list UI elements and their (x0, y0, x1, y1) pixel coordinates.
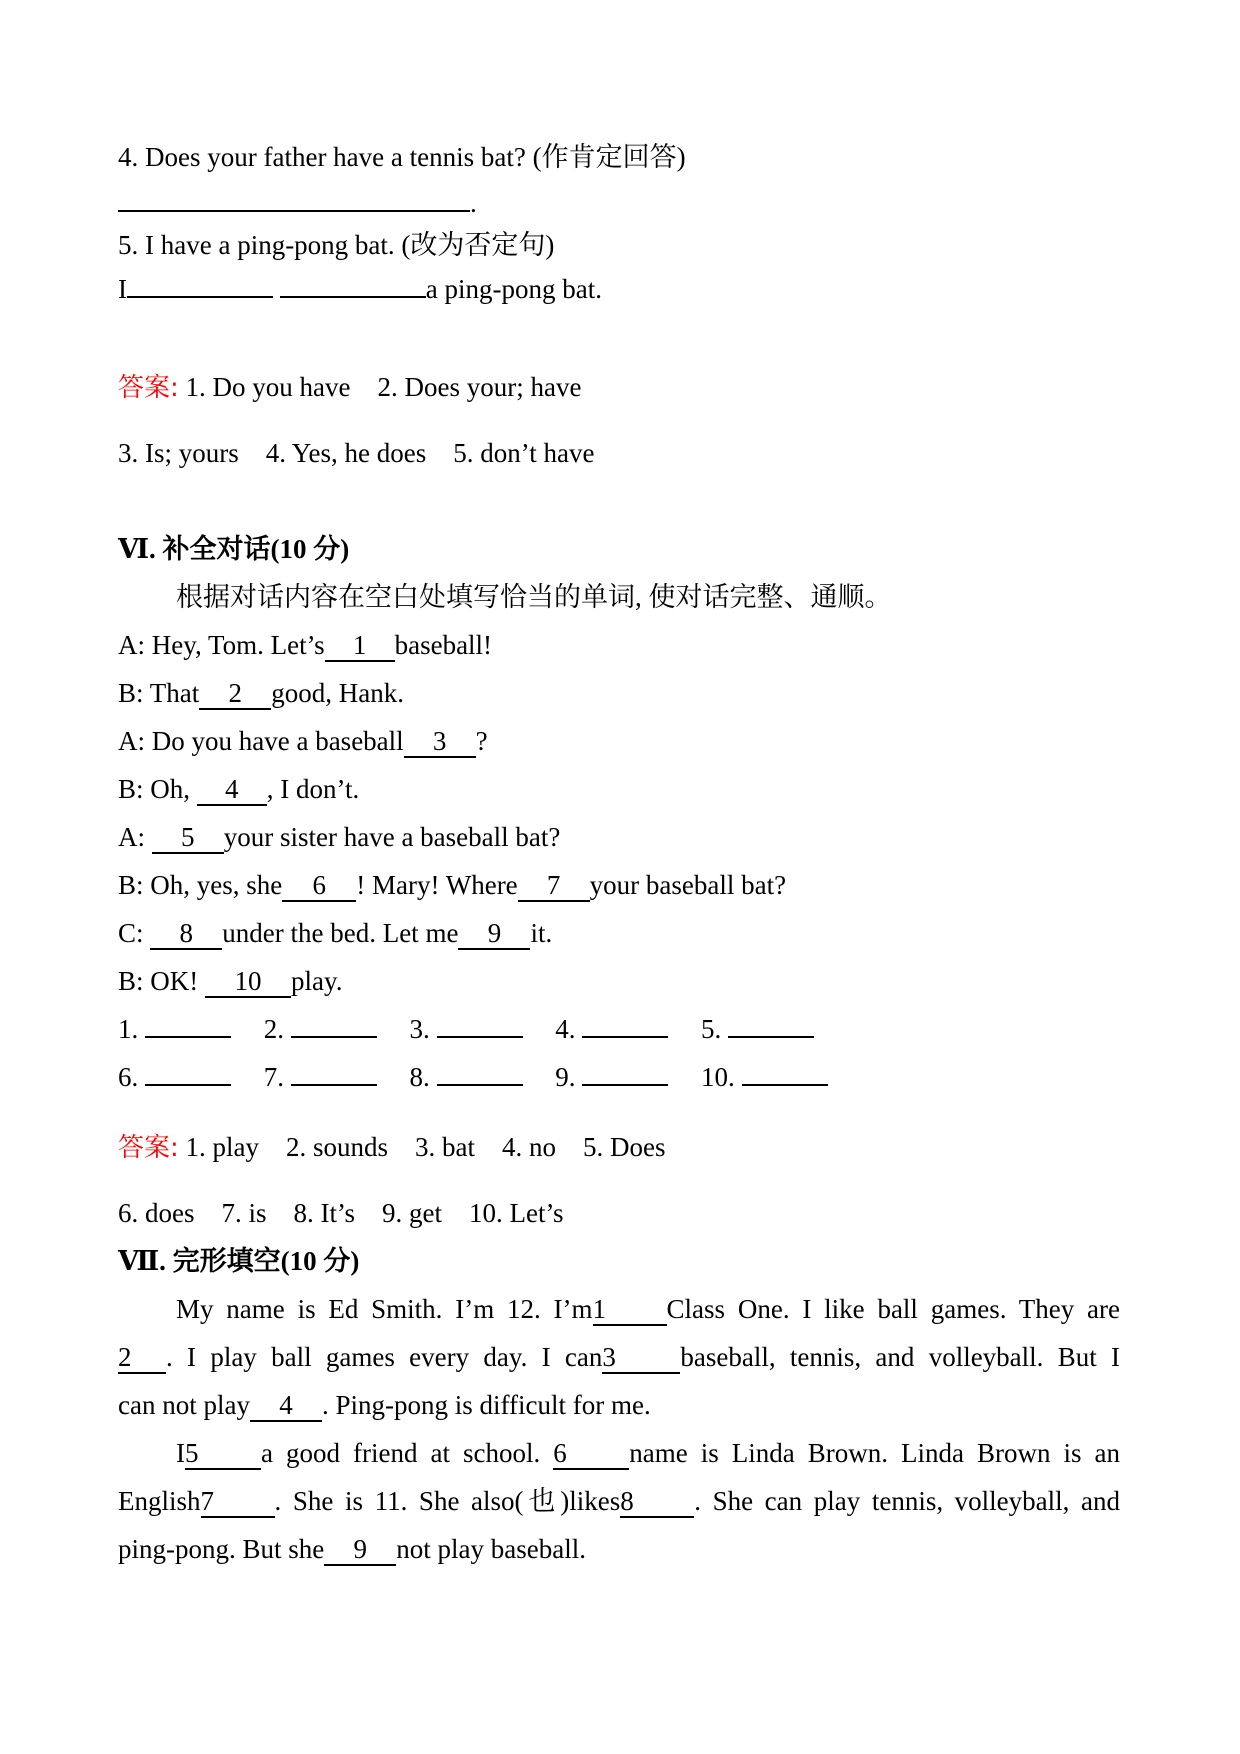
answer-blank[interactable] (127, 272, 273, 298)
answer-blank[interactable] (145, 1060, 231, 1086)
section-6-title: Ⅵ. 补全对话(10 分) (118, 534, 350, 564)
answer-blank[interactable] (437, 1012, 523, 1038)
cloze-blank[interactable]: 2 (118, 1342, 166, 1374)
answer-blank[interactable] (728, 1012, 814, 1038)
dialog-line-2: B: That 2 good, Hank. (118, 678, 404, 708)
dialog-line-3: A: Do you have a baseball 3 ? (118, 726, 488, 756)
dialog-line-7: C: 8 under the bed. Let me 9 it. (118, 918, 553, 948)
cloze-blank[interactable]: 5 (185, 1438, 261, 1470)
question-4: 4. Does your father have a tennis bat? (作肯定回答) (118, 142, 686, 172)
dialog-blank[interactable]: 1 (325, 630, 395, 662)
dialog-blank[interactable]: 9 (458, 918, 530, 950)
answer-key-line-2: 3. Is; yours 4. Yes, he does 5. don’t have (118, 438, 595, 468)
cloze-blank[interactable]: 1 (593, 1294, 667, 1326)
answer-key-line-1: 答案: 1. play 2. sounds 3. bat 4. no 5. Does (118, 1132, 666, 1163)
dialog-blank[interactable]: 8 (150, 918, 222, 950)
answer-key-line-1: 答案: 1. Do you have 2. Does your; have (118, 372, 582, 403)
answer-key-line-2: 6. does 7. is 8. It’s 9. get 10. Let’s (118, 1198, 564, 1228)
cloze-blank[interactable]: 7 (201, 1486, 275, 1518)
section-6-instruction: 根据对话内容在空白处填写恰当的单词, 使对话完整、通顺。 (176, 582, 892, 612)
dialog-blank[interactable]: 6 (282, 870, 356, 902)
answer-label: 答案: (118, 1133, 179, 1163)
dialog-line-8: B: OK! 10 play. (118, 966, 343, 996)
question-4-answer-line: . (118, 186, 477, 220)
passage-line-4: I5 a good friend at school. 6 name is Linda Brown. Linda Brown is an (176, 1438, 1120, 1468)
answer-label: 答案: (118, 373, 179, 403)
dialog-line-4: B: Oh, 4 , I don’t. (118, 774, 360, 804)
question-5-answer-line: I a ping-pong bat. (118, 274, 602, 304)
answer-blanks-row-2: 6. 7. 8. 9. 10. (118, 1060, 828, 1094)
dialog-blank[interactable]: 3 (404, 726, 476, 758)
answer-blank[interactable] (742, 1060, 828, 1086)
cloze-blank[interactable]: 4 (250, 1390, 322, 1422)
dialog-blank[interactable]: 7 (518, 870, 590, 902)
dialog-line-6: B: Oh, yes, she 6 ! Mary! Where 7 your baseball bat? (118, 870, 787, 900)
answer-blank[interactable] (291, 1060, 377, 1086)
answer-blank[interactable] (280, 272, 426, 298)
answer-blank[interactable] (437, 1060, 523, 1086)
cloze-blank[interactable]: 6 (553, 1438, 629, 1470)
passage-line-6: ping-pong. But she 9 not play baseball. (118, 1534, 586, 1564)
cloze-blank[interactable]: 8 (620, 1486, 694, 1518)
question-5: 5. I have a ping-pong bat. (改为否定句) (118, 230, 555, 260)
dialog-line-1: A: Hey, Tom. Let’s 1 baseball! (118, 630, 493, 660)
dialog-blank[interactable]: 10 (205, 966, 291, 998)
answer-blank[interactable] (291, 1012, 377, 1038)
passage-line-3: can not play 4 . Ping-pong is difficult for me. (118, 1390, 651, 1420)
answer-blanks-row-1: 1. 2. 3. 4. 5. (118, 1012, 814, 1046)
dialog-blank[interactable]: 2 (199, 678, 271, 710)
passage-line-5: English7 . She is 11. She also(也)likes8 . She can play tennis, volleyball, and (118, 1486, 1120, 1516)
section-7-title: Ⅶ. 完形填空(10 分) (118, 1246, 360, 1276)
dialog-blank[interactable]: 4 (197, 774, 267, 806)
dialog-line-5: A: 5 your sister have a baseball bat? (118, 822, 561, 852)
cloze-blank[interactable]: 3 (602, 1342, 680, 1374)
answer-blank[interactable] (582, 1060, 668, 1086)
passage-line-1: My name is Ed Smith. I’m 12. I’m1 Class One. I like ball games. They are (176, 1294, 1120, 1324)
answer-blank[interactable] (582, 1012, 668, 1038)
answer-blank[interactable] (145, 1012, 231, 1038)
cloze-blank[interactable]: 9 (324, 1534, 396, 1566)
dialog-blank[interactable]: 5 (152, 822, 224, 854)
answer-blank[interactable] (118, 186, 470, 212)
passage-line-2: 2 . I play ball games every day. I can3 baseball, tennis, and volleyball. But I (118, 1342, 1120, 1372)
